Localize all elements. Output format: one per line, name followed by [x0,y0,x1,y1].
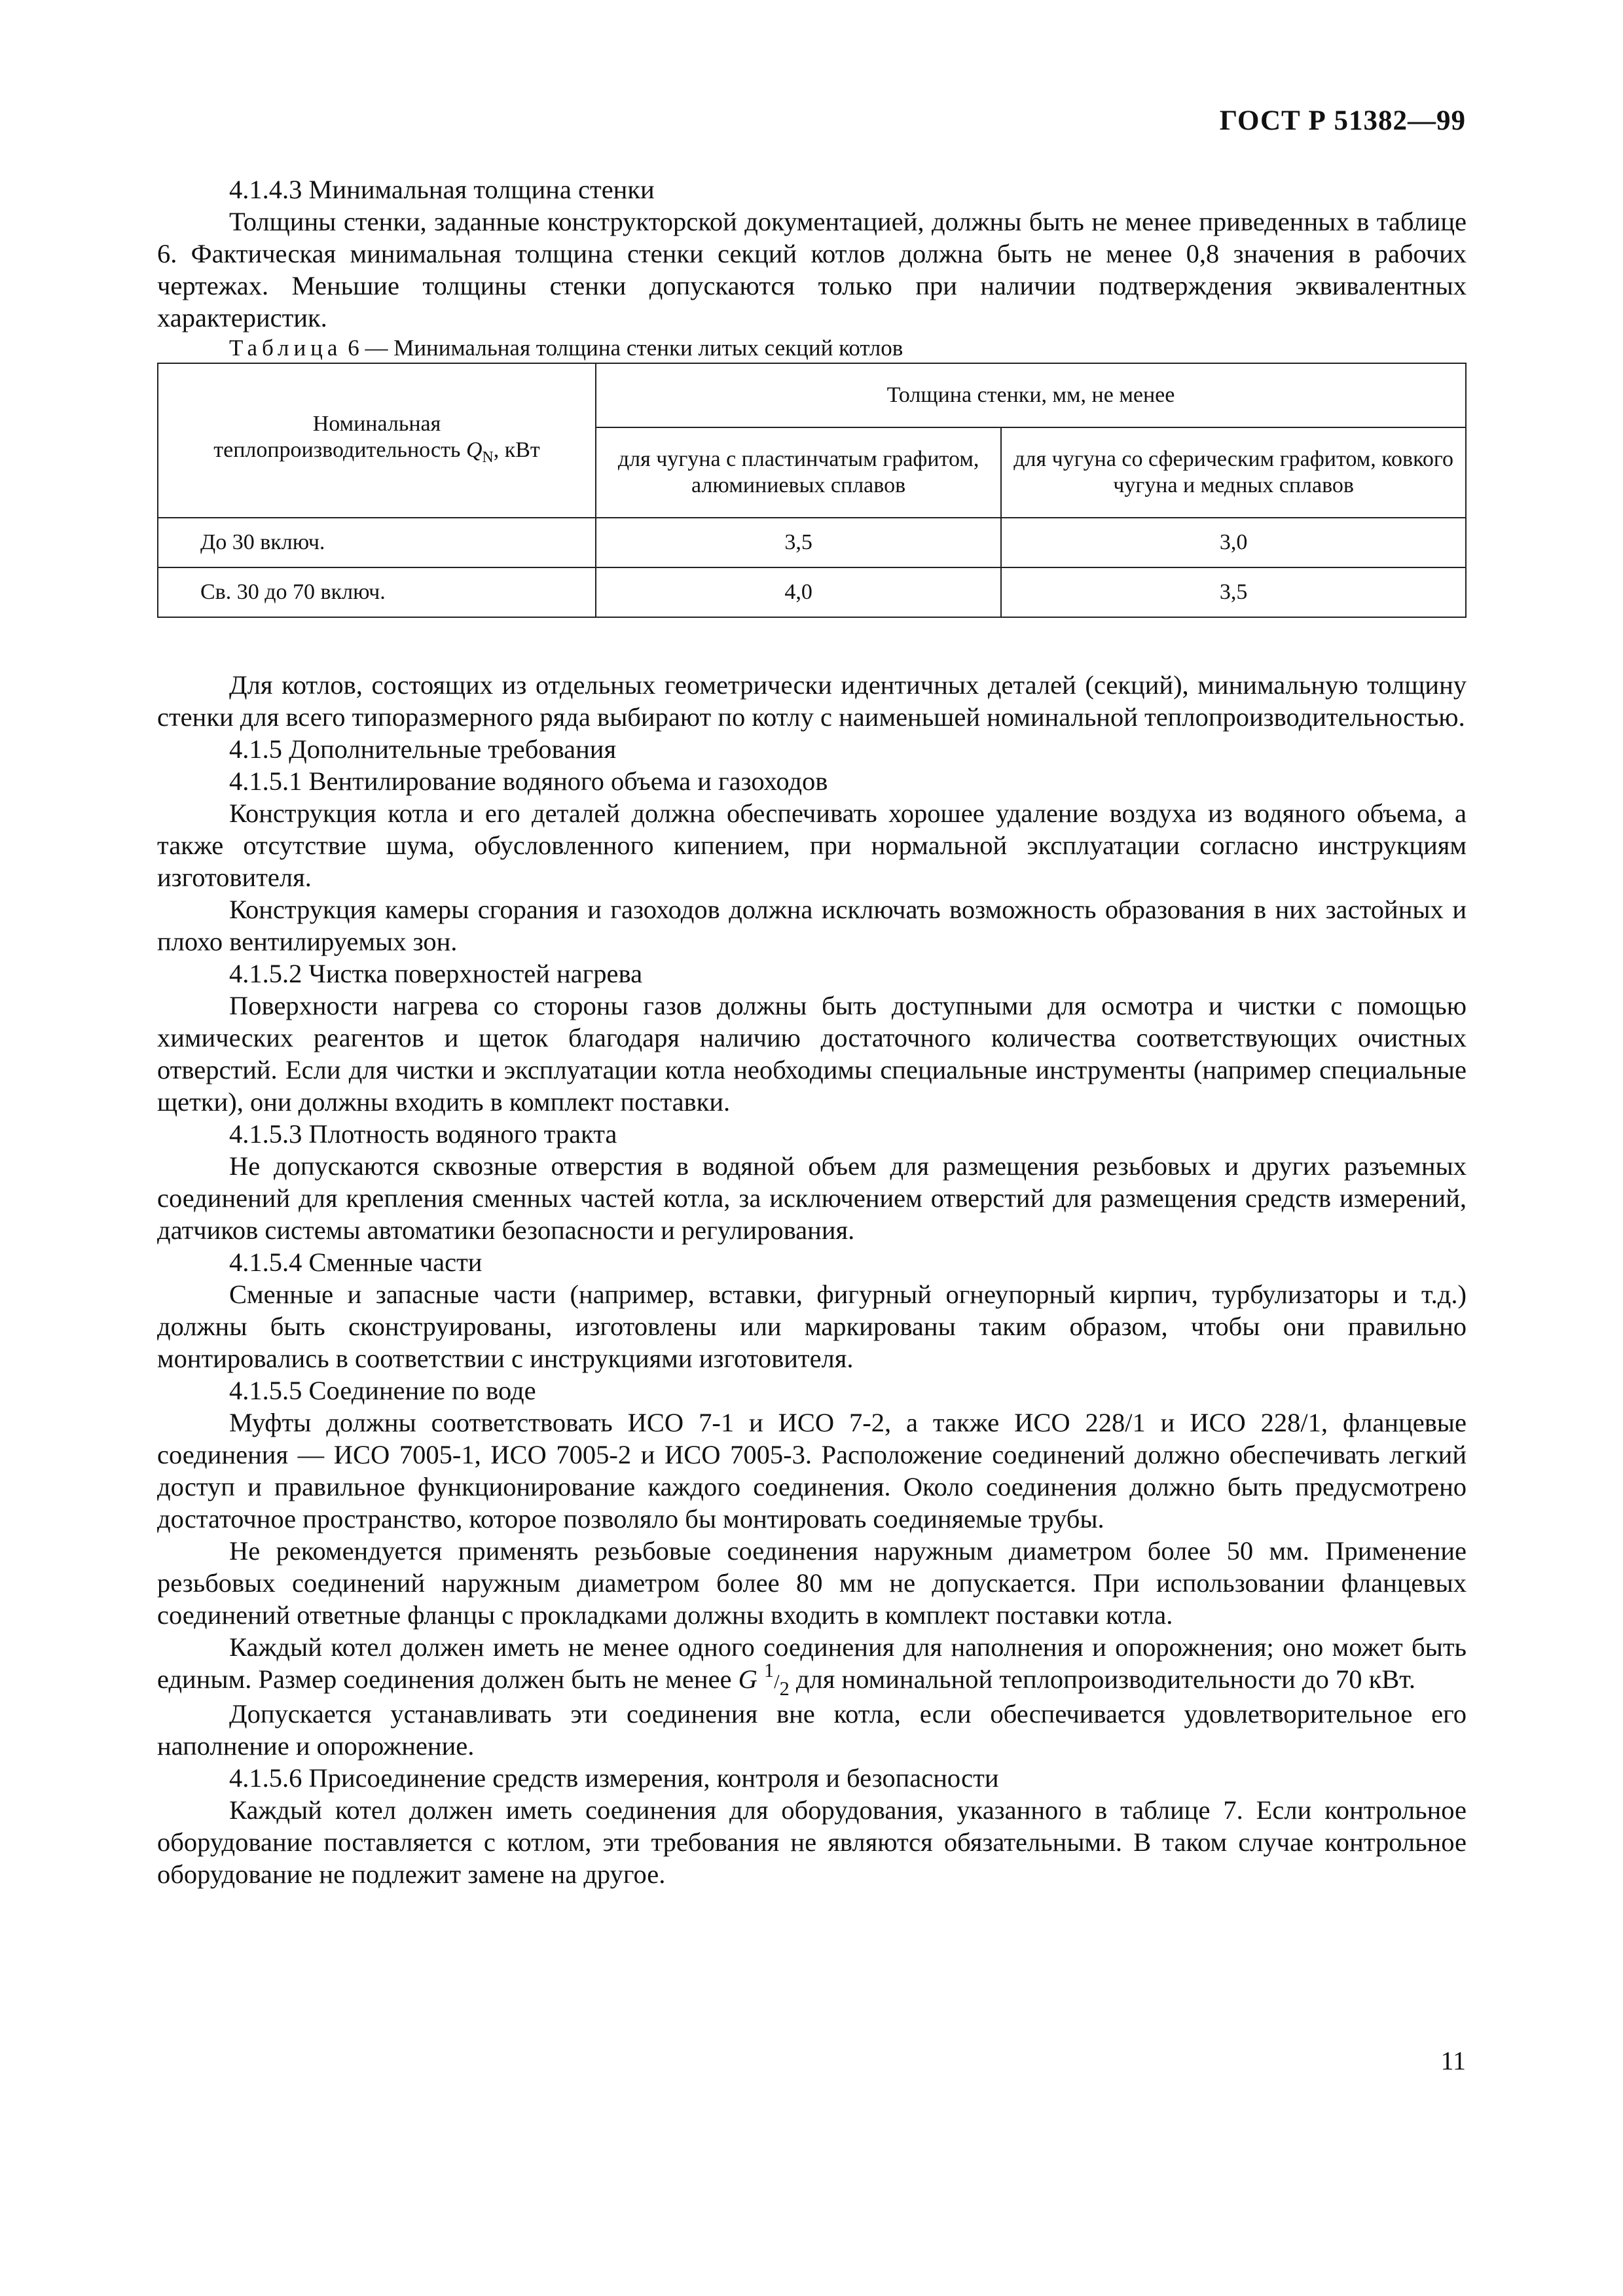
table-row [158,518,1466,567]
paragraph: Конструкция котла и его деталей должна обеспечивать хорошее удаление воздуха из водяного объема, а также отсутствие шума, обусловленного кипением, при нормальной эксплуатации согласно инструкциям изготовителя. [157,798,1467,892]
paragraph: Толщины стенки, заданные конструкторской документацией, должны быть не менее приведенных в таблице 6. Фактическая минимальная толщина стенки секций котлов должна быть не менее 0,8 значения в рабочих чертежах. Меньшие толщины стенки допускаются только при наличии подтверждения эквивалентных характеристик. [157,207,1467,332]
table-caption-word: Таблица [229,335,342,361]
paragraph: Не допускаются сквозные отверстия в водяной объем для размещения резьбовых и других разъемных соединений для крепления сменных частей котла, за исключением отверстий для размещения средств измерений, датчиков системы автоматики безопасности и регулирования. [157,1151,1467,1245]
wall-thickness-table [157,363,1467,618]
row-label: Св. 30 до 70 включ. [158,567,596,617]
thread-fraction: 1/2 [763,1659,790,1700]
paragraph: Каждый котел должен иметь соединения для оборудования, указанного в таблице 7. Если контрольное оборудование поставляется с котлом, эти требования не являются обязательными. В таком случае контрольное оборудование не подлежит замене на другое. [157,1795,1467,1889]
sub-header-lamellar-graphite: для чугуна с пластинчатым графитом, алюминиевых сплавов [596,427,1001,518]
fraction-denominator: 2 [779,1677,790,1700]
section-heading-4-1-5-3: 4.1.5.3 Плотность водяного тракта [229,1119,617,1149]
cell-value: 3,0 [1001,518,1466,567]
paragraph: Конструкция камеры сгорания и газоходов должна исключать возможность образования в них застойных и плохо вентилируемых зон. [157,895,1467,956]
document-body [157,173,1467,1890]
section-heading-4-1-5-1: 4.1.5.1 Вентилирование водяного объема и газоходов [229,766,828,796]
paragraph: Допускается устанавливать эти соединения вне котла, если обеспечивается удовлетворительное его наполнение и опорожнение. [157,1699,1467,1761]
capacity-symbol-sub: N [482,448,494,466]
paragraph-connection-size [157,1631,1467,1698]
section-heading-4-1-5-4: 4.1.5.4 Сменные части [229,1247,483,1277]
col-header-capacity-line1: Номинальная [312,411,441,436]
paragraph: Не рекомендуется применять резьбовые соединения наружным диаметром более 50 мм. Применение резьбовых соединений наружным диаметром более 80 мм не допускается. При использовании фланцевых соединений ответные фланцы с прокладками должны входить в комплект поставки котла. [157,1536,1467,1630]
row-label: До 30 включ. [158,518,596,567]
cell-value: 3,5 [596,518,1001,567]
table-row [158,567,1466,617]
paragraph: Для котлов, состоящих из отдельных геометрически идентичных деталей (секций), минимальную толщину стенки для всего типоразмерного ряда выбирают по котлу с наименьшей номинальной теплопроизводительностью. [157,670,1467,732]
page-number: 11 [1440,2046,1466,2075]
section-heading-4-1-5: 4.1.5 Дополнительные требования [229,734,617,764]
group-header-thickness: Толщина стенки, мм, не менее [596,363,1466,427]
section-heading-4-1-5-5: 4.1.5.5 Соединение по воде [229,1376,536,1405]
section-heading-4-1-5-2: 4.1.5.2 Чистка поверхностей нагрева [229,959,643,988]
thread-symbol: G [738,1664,757,1694]
cell-value: 4,0 [596,567,1001,617]
standard-header: ГОСТ Р 51382—99 [1219,105,1466,136]
table-caption-title: 6 — Минимальная толщина стенки литых секций котлов [342,335,903,361]
connection-text-post: для номинальной теплопроизводительности до 70 кВт. [789,1664,1416,1694]
paragraph: Сменные и запасные части (например, вставки, фигурный огнеупорный кирпич, турбулизаторы и т.д.) должны быть сконструированы, изготовлены или маркированы таким образом, чтобы они правильно монтировались в соответствии с инструкциями изготовителя. [157,1280,1467,1373]
col-header-capacity [158,363,596,518]
section-heading-4-1-5-6: 4.1.5.6 Присоединение средств измерения, контроля и безопасности [229,1763,999,1793]
sub-header-spheroidal-graphite: для чугуна со сферическим графитом, ковкого чугуна и медных сплавов [1001,427,1466,518]
capacity-unit: , кВт [493,437,540,462]
fraction-numerator: 1 [763,1659,775,1682]
connection-text-pre: Каждый котел должен иметь не менее одного соединения для наполнения и опорожнения; оно может быть единым. Размер соединения должен быть не менее [157,1632,1467,1694]
table-caption [157,334,1467,363]
cell-value: 3,5 [1001,567,1466,617]
section-heading-4-1-4-3: 4.1.4.3 Минимальная толщина стенки [229,175,655,204]
paragraph: Муфты должны соответствовать ИСО 7-1 и ИСО 7-2, а также ИСО 228/1 и ИСО 228/1, фланцевые соединения — ИСО 7005-1, ИСО 7005-2 и ИСО 7005-3. Расположение соединений должно обеспечивать легкий доступ и правильное функционирование каждого соединения. Около соединения должно быть предусмотрено достаточное пространство, которое позволяло бы монтировать соединяемые трубы. [157,1408,1467,1534]
capacity-symbol: Q [465,437,483,462]
paragraph: Поверхности нагрева со стороны газов должны быть доступными для осмотра и чистки с помощью химических реагентов и щеток благодаря наличию достаточного количества соответствующих очистных отверстий. Если для чистки и эксплуатации котла необходимы специальные инструменты (например специальные щетки), они должны входить в комплект поставки. [157,991,1467,1117]
col-header-capacity-line2: теплопроизводительность [213,437,466,462]
